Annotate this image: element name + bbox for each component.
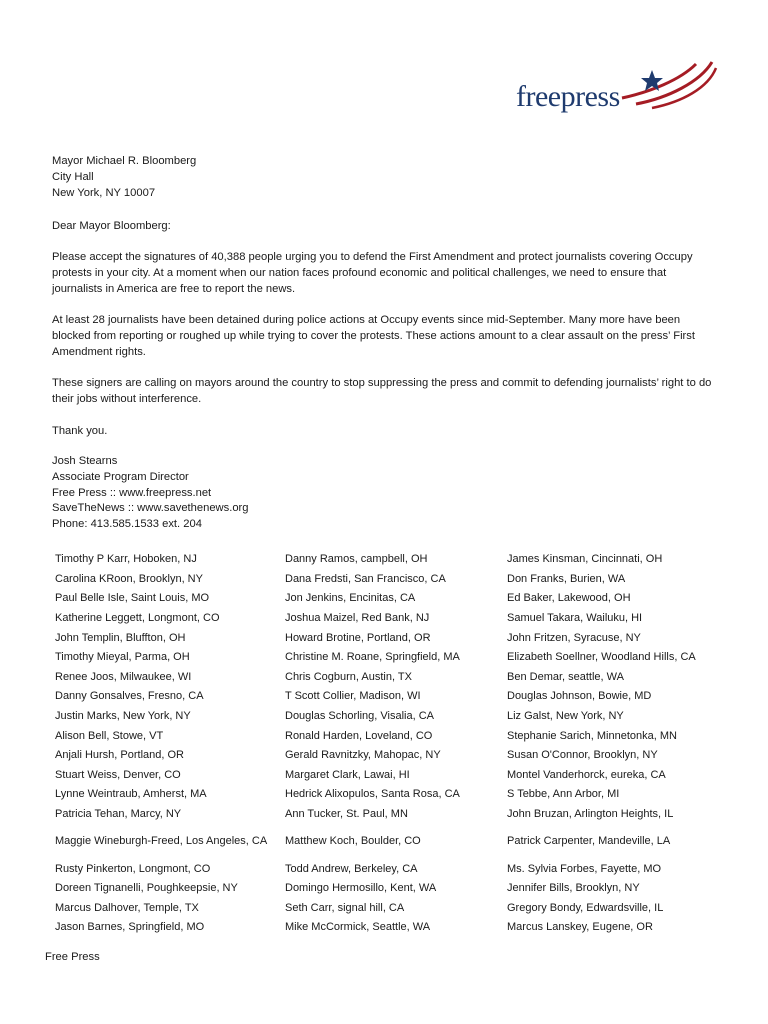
signer-cell: Ms. Sylvia Forbes, Fayette, MO: [507, 862, 662, 875]
table-row: [55, 824, 735, 859]
signer-cell: Jason Barnes, Springfield, MO: [55, 921, 205, 934]
table-row: [55, 687, 735, 707]
signer-cell: Patricia Tehan, Marcy, NY: [55, 808, 182, 821]
address-line: Mayor Michael R. Bloomberg: [52, 155, 197, 167]
signer-cell: Howard Brotine, Portland, OR: [285, 631, 431, 644]
signer-cell: T Scott Collier, Madison, WI: [285, 690, 421, 703]
table-row: [55, 879, 735, 899]
signer-cell: Timothy P Karr, Hoboken, NJ: [55, 553, 197, 566]
signer-cell: Montel Vanderhorck, eureka, CA: [507, 768, 666, 781]
signer-cell: Samuel Takara, Wailuku, HI: [507, 612, 643, 625]
signer-cell: Joshua Maizel, Red Bank, NJ: [285, 612, 430, 625]
logo-text: freepress: [516, 80, 620, 113]
phone: Phone: 413.585.1533 ext. 204: [52, 518, 202, 531]
signer-cell: Jennifer Bills, Brooklyn, NY: [507, 882, 640, 895]
table-row: [55, 668, 735, 688]
signer-cell: S Tebbe, Ann Arbor, MI: [507, 788, 620, 801]
table-row: [55, 805, 735, 825]
table-row: [55, 648, 735, 668]
signer-cell: Justin Marks, New York, NY: [55, 710, 191, 723]
signer-cell: Mike McCormick, Seattle, WA: [285, 921, 431, 934]
freepress-logo: [510, 58, 720, 120]
table-row: [55, 628, 735, 648]
table-row: [55, 609, 735, 629]
address-line: City Hall: [52, 171, 94, 183]
table-row: [55, 707, 735, 727]
signer-cell: Anjali Hursh, Portland, OR: [55, 749, 184, 762]
table-row: [55, 785, 735, 805]
signer-cell: Domingo Hermosillo, Kent, WA: [285, 882, 437, 895]
table-row: [55, 570, 735, 590]
signer-cell: Hedrick Alixopulos, Santa Rosa, CA: [285, 788, 460, 801]
signer-cell: Christine M. Roane, Springfield, MA: [285, 651, 460, 664]
signer-cell: Marcus Dalhover, Temple, TX: [55, 901, 199, 914]
signer-cell: Rusty Pinkerton, Longmont, CO: [55, 862, 211, 875]
table-row: [55, 859, 735, 879]
recipient-address: [52, 153, 196, 201]
signer-cell: Don Franks, Burien, WA: [507, 572, 626, 585]
signer-cell: Ben Demar, seattle, WA: [507, 670, 624, 683]
closing: Thank you.: [52, 425, 108, 437]
signer-cell: Todd Andrew, Berkeley, CA: [285, 862, 418, 875]
signer-cell: James Kinsman, Cincinnati, OH: [507, 553, 663, 566]
table-row: [55, 918, 735, 938]
signer-cell: Katherine Leggett, Longmont, CO: [55, 612, 220, 625]
signer-cell: Gerald Ravnitzky, Mahopac, NY: [285, 749, 441, 762]
body-paragraph: At least 28 journalists have been detained during police actions at Occupy events since mid-September. Many more have been blocked from reporting or roughed up while trying to cover the protests. These actions amount to a clear assault on the press’ First Amendment rights.: [52, 314, 695, 358]
table-row: [55, 726, 735, 746]
signer-cell: John Fritzen, Syracuse, NY: [507, 631, 641, 644]
signer-cell: Ann Tucker, St. Paul, MN: [285, 808, 408, 821]
signer-cell: Doreen Tignanelli, Poughkeepsie, NY: [55, 882, 238, 895]
signer-cell: Maggie Wineburgh-Freed, Los Angeles, CA: [55, 835, 268, 848]
signer-cell: Gregory Bondy, Edwardsville, IL: [507, 901, 664, 914]
signer-cell: Renee Joos, Milwaukee, WI: [55, 670, 192, 683]
signer-cell: John Templin, Bluffton, OH: [55, 631, 186, 644]
signer-cell: Carolina KRoon, Brooklyn, NY: [55, 572, 203, 585]
signer-cell: Ed Baker, Lakewood, OH: [507, 592, 631, 605]
signer-cell: Timothy Mieyal, Parma, OH: [55, 651, 190, 664]
org-link: Free Press :: www.freepress.net: [52, 486, 212, 499]
signer-name: Josh Stearns: [52, 455, 118, 467]
signer-cell: Susan O'Connor, Brooklyn, NY: [507, 749, 658, 762]
signer-cell: Patrick Carpenter, Mandeville, LA: [507, 835, 671, 848]
signer-cell: Elizabeth Soellner, Woodland Hills, CA: [507, 651, 696, 664]
signer-cell: Chris Cogburn, Austin, TX: [285, 670, 412, 683]
body-paragraph: These signers are calling on mayors around the country to stop suppressing the press and commit to defending journalists’ right to do their jobs without interference.: [52, 377, 712, 405]
signer-cell: John Bruzan, Arlington Heights, IL: [507, 808, 674, 821]
signer-cell: Douglas Johnson, Bowie, MD: [507, 690, 652, 703]
table-row: [55, 550, 735, 570]
signer-cell: Paul Belle Isle, Saint Louis, MO: [55, 592, 210, 605]
table-row: [55, 899, 735, 919]
signer-cell: Dana Fredsti, San Francisco, CA: [285, 572, 446, 585]
body-paragraph: Please accept the signatures of 40,388 people urging you to defend the First Amendment and protect journalists covering Occupy protests in your city. At a moment when our nation faces profound economic and political challenges, we need to ensure that journalists in America are free to report the news.: [52, 251, 693, 295]
signer-cell: Matthew Koch, Boulder, CO: [285, 835, 421, 848]
signers-table: [55, 550, 735, 938]
salutation: Dear Mayor Bloomberg:: [52, 220, 171, 232]
footer: Free Press: [45, 951, 100, 963]
signer-cell: Margaret Clark, Lawai, HI: [285, 768, 410, 781]
signer-cell: Lynne Weintraub, Amherst, MA: [55, 788, 207, 801]
table-row: [55, 746, 735, 766]
signer-cell: Danny Gonsalves, Fresno, CA: [55, 690, 204, 703]
signer-cell: Alison Bell, Stowe, VT: [55, 729, 164, 742]
signer-cell: Stephanie Sarich, Minnetonka, MN: [507, 729, 677, 742]
table-row: [55, 589, 735, 609]
signer-cell: Danny Ramos, campbell, OH: [285, 553, 428, 566]
signer-cell: Jon Jenkins, Encinitas, CA: [285, 592, 416, 605]
site-link: SaveTheNews :: www.savethenews.org: [52, 502, 249, 515]
signer-title: Associate Program Director: [52, 470, 189, 483]
signer-cell: Liz Galst, New York, NY: [507, 710, 624, 723]
signer-cell: Marcus Lanskey, Eugene, OR: [507, 921, 653, 934]
signer-cell: Douglas Schorling, Visalia, CA: [285, 710, 434, 723]
signer-cell: Seth Carr, signal hill, CA: [285, 901, 405, 914]
table-row: [55, 766, 735, 786]
signature-block: [52, 454, 249, 533]
address-line: New York, NY 10007: [52, 187, 156, 199]
signer-cell: Stuart Weiss, Denver, CO: [55, 768, 181, 781]
signer-cell: Ronald Harden, Loveland, CO: [285, 729, 433, 742]
